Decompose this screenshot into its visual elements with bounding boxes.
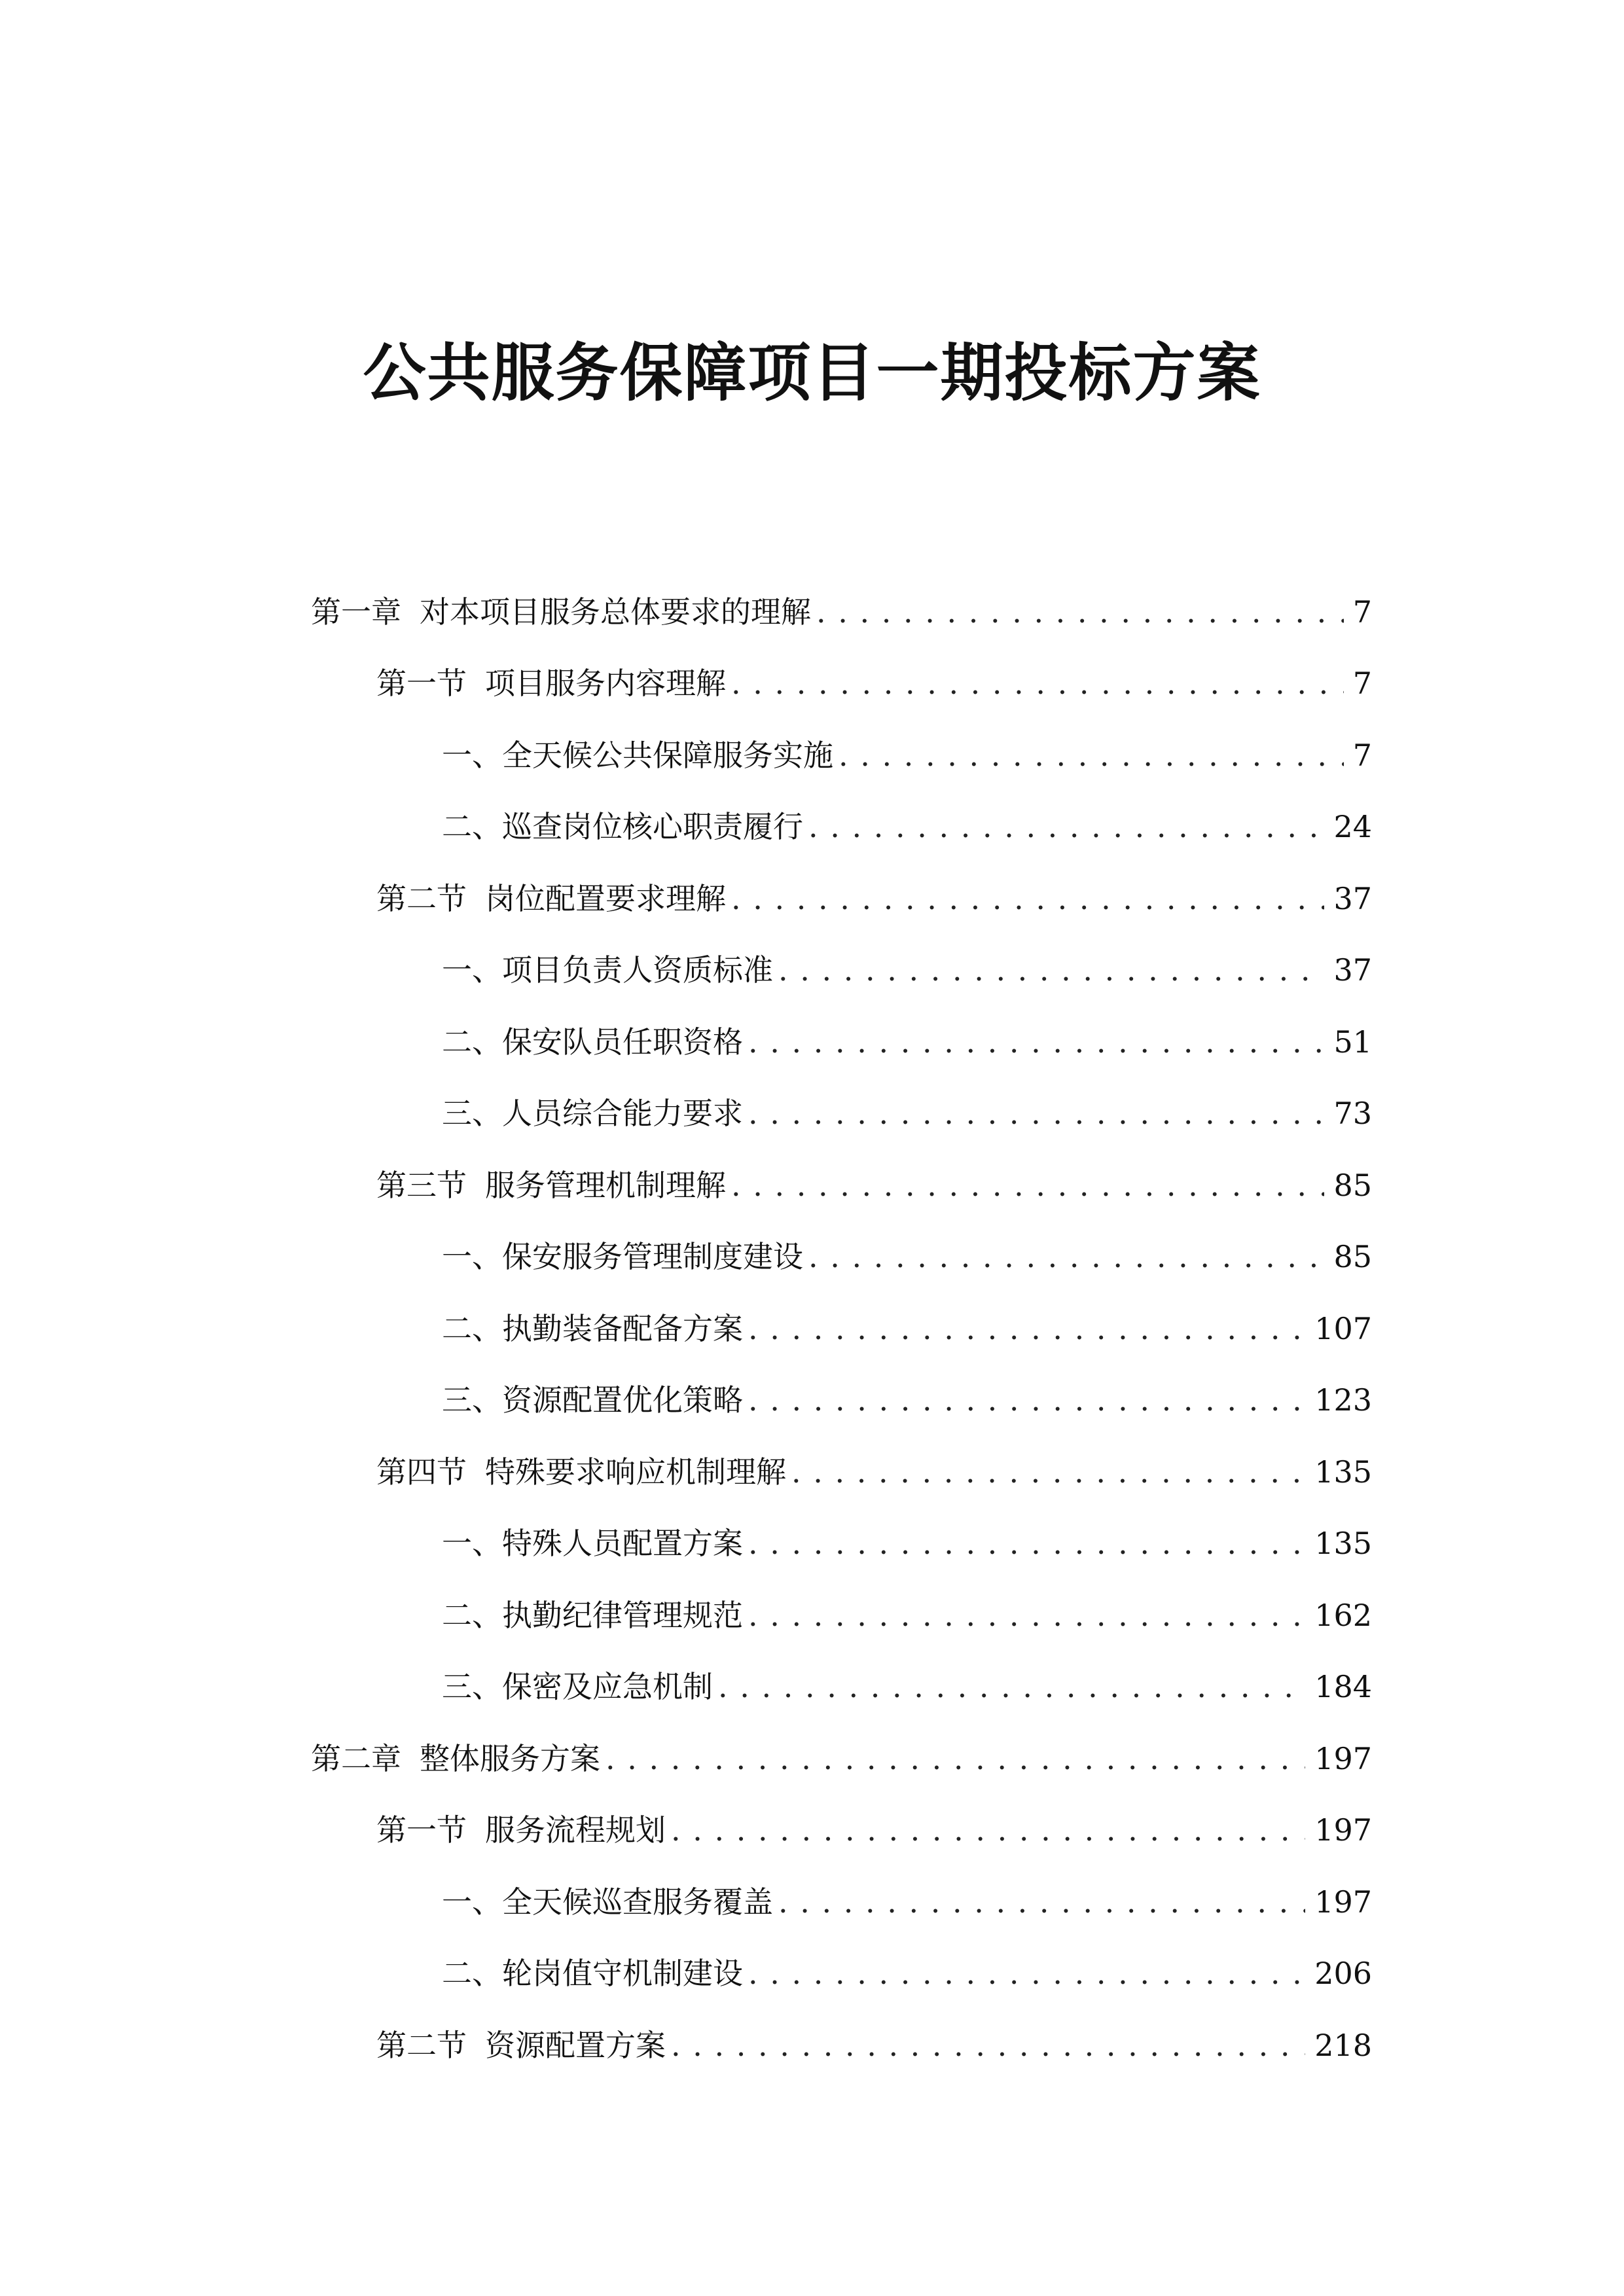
toc-entry-page: 85 bbox=[1333, 1239, 1372, 1275]
toc-entry-title: 保安队员任职资格 bbox=[502, 1024, 743, 1060]
toc-entry[interactable] bbox=[0, 1723, 1624, 1795]
page-title: 公共服务保障项目一期投标方案 bbox=[363, 336, 1261, 410]
toc-entry-page: 197 bbox=[1314, 1740, 1372, 1776]
dot-leader bbox=[718, 1667, 1305, 1706]
dot-leader bbox=[778, 950, 1324, 990]
toc-entry-number: 一、 bbox=[442, 952, 502, 988]
toc-entry[interactable] bbox=[0, 1221, 1624, 1293]
toc-entry-page: 135 bbox=[1314, 1454, 1372, 1490]
toc-entry-title: 特殊要求响应机制理解 bbox=[485, 1454, 786, 1490]
toc-entry[interactable] bbox=[0, 1795, 1624, 1867]
toc-entry[interactable] bbox=[0, 1579, 1624, 1651]
toc-entry-number: 二、 bbox=[442, 809, 502, 845]
toc-entry-page: 184 bbox=[1314, 1669, 1372, 1705]
toc-entry[interactable] bbox=[0, 1436, 1624, 1508]
toc-entry-page: 7 bbox=[1352, 594, 1372, 630]
toc-entry-number: 第二节 bbox=[376, 880, 467, 916]
dot-leader bbox=[748, 1094, 1324, 1133]
toc-entry[interactable] bbox=[0, 648, 1624, 720]
toc-entry-title: 轮岗值守机制建设 bbox=[502, 1956, 743, 1992]
toc-entry-number: 二、 bbox=[442, 1597, 502, 1633]
toc-entry-title: 整体服务方案 bbox=[420, 1740, 600, 1776]
toc-entry-number: 一、 bbox=[442, 737, 502, 773]
toc-entry[interactable] bbox=[0, 935, 1624, 1007]
dot-leader bbox=[731, 879, 1324, 918]
toc-entry-title: 执勤装备配备方案 bbox=[502, 1310, 743, 1346]
toc-entry-number: 二、 bbox=[442, 1024, 502, 1060]
toc-entry-title: 人员综合能力要求 bbox=[502, 1096, 743, 1132]
toc-entry-page: 7 bbox=[1352, 737, 1372, 773]
toc-entry-number: 二、 bbox=[442, 1310, 502, 1346]
dot-leader bbox=[671, 1810, 1305, 1850]
toc-entry-page: 123 bbox=[1314, 1382, 1372, 1418]
dot-leader bbox=[748, 1380, 1305, 1420]
toc-entry-number: 二、 bbox=[442, 1956, 502, 1992]
toc-entry-page: 218 bbox=[1314, 2027, 1372, 2063]
toc-entry-page: 7 bbox=[1352, 666, 1372, 702]
toc-entry-page: 107 bbox=[1314, 1310, 1372, 1346]
toc-entry-title: 执勤纪律管理规范 bbox=[502, 1597, 743, 1633]
toc-entry-number: 一、 bbox=[442, 1884, 502, 1920]
toc-entry-title: 岗位配置要求理解 bbox=[485, 880, 726, 916]
dot-leader bbox=[605, 1739, 1305, 1778]
dot-leader bbox=[839, 736, 1344, 775]
toc-entry[interactable] bbox=[0, 1293, 1624, 1365]
toc-entry[interactable] bbox=[0, 2009, 1624, 2081]
toc-entry-page: 51 bbox=[1333, 1024, 1372, 1060]
toc-entry-title: 资源配置优化策略 bbox=[502, 1382, 743, 1418]
toc-entry-number: 一、 bbox=[442, 1526, 502, 1562]
dot-leader bbox=[808, 1237, 1324, 1276]
toc-entry-page: 24 bbox=[1333, 809, 1372, 845]
toc-entry-page: 135 bbox=[1314, 1526, 1372, 1562]
toc-entry[interactable] bbox=[0, 1508, 1624, 1580]
toc-entry-title: 服务管理机制理解 bbox=[485, 1167, 726, 1203]
dot-leader bbox=[778, 1882, 1305, 1922]
toc-entry-number: 第一节 bbox=[376, 1812, 467, 1848]
toc-entry[interactable] bbox=[0, 1938, 1624, 2010]
toc-entry[interactable] bbox=[0, 1078, 1624, 1150]
dot-leader bbox=[748, 1309, 1305, 1348]
toc-entry-number: 三、 bbox=[442, 1669, 502, 1705]
table-of-contents bbox=[0, 576, 1624, 2081]
toc-entry[interactable] bbox=[0, 1866, 1624, 1938]
toc-entry-title: 全天候公共保障服务实施 bbox=[502, 737, 833, 773]
toc-entry-number: 第一章 bbox=[311, 594, 401, 630]
toc-entry-page: 197 bbox=[1314, 1812, 1372, 1848]
toc-entry-number: 三、 bbox=[442, 1382, 502, 1418]
toc-entry-title: 全天候巡查服务覆盖 bbox=[502, 1884, 773, 1920]
dot-leader bbox=[808, 807, 1324, 846]
toc-entry-number: 一、 bbox=[442, 1239, 502, 1275]
toc-entry-page: 206 bbox=[1314, 1956, 1372, 1992]
toc-entry-title: 项目负责人资质标准 bbox=[502, 952, 773, 988]
toc-entry-number: 三、 bbox=[442, 1096, 502, 1132]
toc-entry[interactable] bbox=[0, 576, 1624, 648]
toc-entry-title: 资源配置方案 bbox=[485, 2027, 666, 2063]
toc-entry-title: 项目服务内容理解 bbox=[485, 666, 726, 702]
toc-entry-title: 保安服务管理制度建设 bbox=[502, 1239, 803, 1275]
toc-entry-title: 服务流程规划 bbox=[485, 1812, 666, 1848]
dot-leader bbox=[731, 1166, 1324, 1205]
dot-leader bbox=[816, 592, 1344, 632]
toc-entry-title: 对本项目服务总体要求的理解 bbox=[420, 594, 811, 630]
toc-entry-number: 第三节 bbox=[376, 1167, 467, 1203]
toc-entry-page: 73 bbox=[1333, 1096, 1372, 1132]
toc-entry-number: 第一节 bbox=[376, 666, 467, 702]
toc-entry-page: 85 bbox=[1333, 1167, 1372, 1203]
dot-leader bbox=[671, 2026, 1305, 2065]
toc-entry[interactable] bbox=[0, 863, 1624, 935]
dot-leader bbox=[731, 664, 1344, 703]
dot-leader bbox=[791, 1452, 1305, 1492]
toc-entry-page: 37 bbox=[1333, 880, 1372, 916]
toc-entry-title: 保密及应急机制 bbox=[502, 1669, 713, 1705]
toc-entry[interactable] bbox=[0, 719, 1624, 791]
toc-entry[interactable] bbox=[0, 1149, 1624, 1221]
toc-entry-page: 37 bbox=[1333, 952, 1372, 988]
toc-entry-page: 197 bbox=[1314, 1884, 1372, 1920]
toc-entry-title: 特殊人员配置方案 bbox=[502, 1526, 743, 1562]
toc-entry[interactable] bbox=[0, 1006, 1624, 1078]
dot-leader bbox=[748, 1022, 1324, 1062]
toc-entry-number: 第四节 bbox=[376, 1454, 467, 1490]
toc-entry[interactable] bbox=[0, 1651, 1624, 1723]
toc-entry[interactable] bbox=[0, 1365, 1624, 1437]
dot-leader bbox=[748, 1954, 1305, 1993]
toc-entry-title: 巡查岗位核心职责履行 bbox=[502, 809, 803, 845]
toc-entry-page: 162 bbox=[1314, 1597, 1372, 1633]
toc-entry-number: 第二章 bbox=[311, 1740, 401, 1776]
dot-leader bbox=[748, 1596, 1305, 1635]
toc-entry[interactable] bbox=[0, 791, 1624, 863]
toc-entry-number: 第二节 bbox=[376, 2027, 467, 2063]
dot-leader bbox=[748, 1524, 1305, 1563]
